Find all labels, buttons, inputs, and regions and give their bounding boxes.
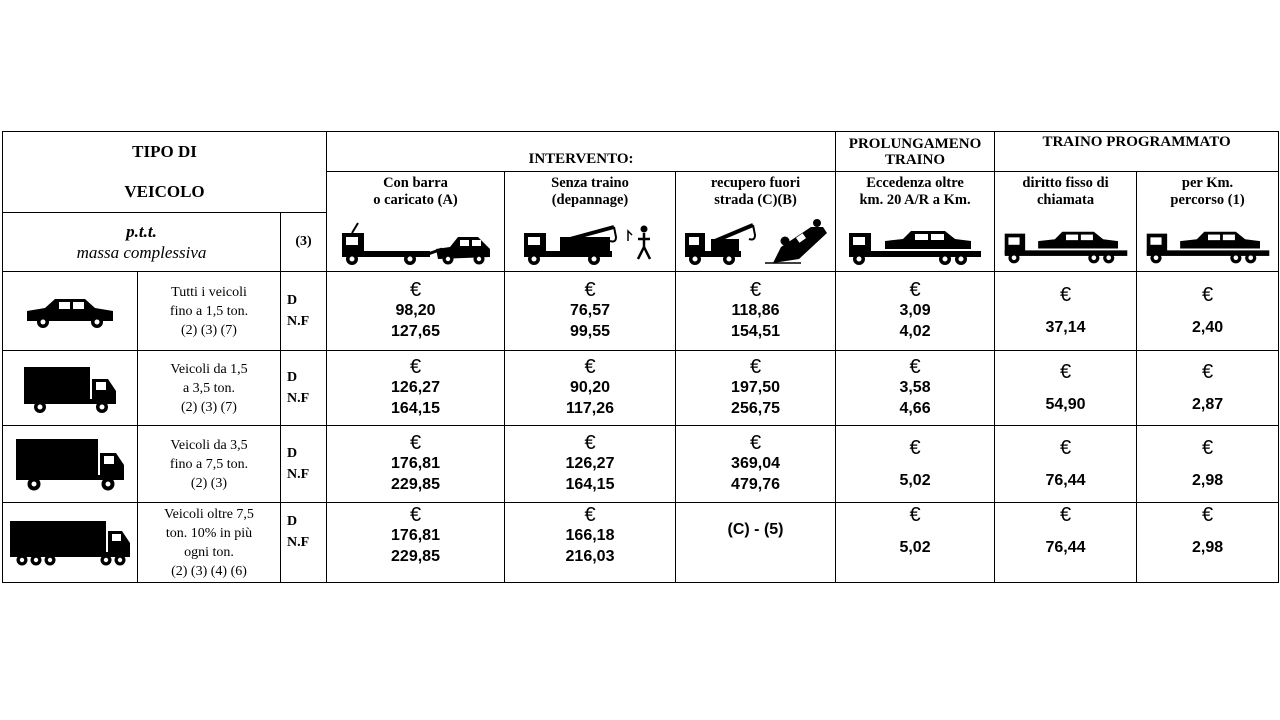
col-header-senza-traino: Senza traino (depannage) bbox=[505, 172, 676, 213]
crane-truck-with-person-icon bbox=[505, 213, 676, 272]
small-truck-icon bbox=[3, 351, 138, 426]
value-cell: € 90,20 117,26 bbox=[505, 351, 676, 426]
col-header-recupero: recupero fuori strada (C)(B) bbox=[676, 172, 836, 213]
value-cell: € 126,27 164,15 bbox=[505, 426, 676, 503]
value-cell: € 54,90 bbox=[995, 351, 1137, 426]
value-cell: € 369,04 479,76 bbox=[676, 426, 836, 503]
tipo-di-header: TIPO DI bbox=[3, 132, 327, 172]
row-description: Veicoli da 3,5 fino a 7,5 ton. (2) (3) bbox=[138, 426, 281, 503]
value-cell: € 76,57 99,55 bbox=[505, 272, 676, 351]
ptt-header: p.t.t. massa complessiva bbox=[3, 213, 281, 272]
value-cell: € 118,86 154,51 bbox=[676, 272, 836, 351]
value-cell: € 2,40 bbox=[1137, 272, 1279, 351]
heavy-truck-icon bbox=[3, 503, 138, 583]
value-cell: € 3,58 4,66 bbox=[836, 351, 995, 426]
flatbed-truck-carrying-car-icon bbox=[836, 213, 995, 272]
col-header-per-km: per Km. percorso (1) bbox=[1137, 172, 1279, 213]
col-header-con-barra: Con barra o caricato (A) bbox=[327, 172, 505, 213]
row-description: Veicoli oltre 7,5 ton. 10% in più ogni ton. (2) (3) (4) (6) bbox=[138, 503, 281, 583]
value-cell: € 2,98 bbox=[1137, 426, 1279, 503]
value-cell: € 98,20 127,65 bbox=[327, 272, 505, 351]
value-cell: € 76,44 bbox=[995, 426, 1137, 503]
d-nf-label: D N.F bbox=[281, 503, 327, 583]
flatbed-truck-carrying-car-icon bbox=[995, 213, 1137, 272]
medium-truck-icon bbox=[3, 426, 138, 503]
table-row bbox=[3, 503, 1279, 583]
value-cell: (C) - (5) bbox=[676, 503, 836, 583]
row-description: Veicoli da 1,5 a 3,5 ton. (2) (3) (7) bbox=[138, 351, 281, 426]
value-cell: € 76,44 bbox=[995, 503, 1137, 583]
value-cell: € 2,98 bbox=[1137, 503, 1279, 583]
table-row bbox=[3, 426, 1279, 503]
value-cell: € 176,81 229,85 bbox=[327, 503, 505, 583]
flatbed-truck-carrying-car-icon bbox=[1137, 213, 1279, 272]
value-cell: € 3,09 4,02 bbox=[836, 272, 995, 351]
value-cell: € 37,14 bbox=[995, 272, 1137, 351]
value-cell: € 2,87 bbox=[1137, 351, 1279, 426]
d-nf-label: D N.F bbox=[281, 351, 327, 426]
car-icon bbox=[3, 272, 138, 351]
veicolo-header: VEICOLO bbox=[3, 172, 327, 213]
d-nf-label: D N.F bbox=[281, 426, 327, 503]
row-description: Tutti i veicoli fino a 1,5 ton. (2) (3) (7) bbox=[138, 272, 281, 351]
value-cell: € 5,02 bbox=[836, 426, 995, 503]
value-cell: € 176,81 229,85 bbox=[327, 426, 505, 503]
table-row bbox=[3, 351, 1279, 426]
tariff-table bbox=[2, 131, 1279, 583]
table-row bbox=[3, 272, 1279, 351]
value-cell: € 197,50 256,75 bbox=[676, 351, 836, 426]
value-cell: € 166,18 216,03 bbox=[505, 503, 676, 583]
col-header-diritto-fisso: diritto fisso di chiamata bbox=[995, 172, 1137, 213]
d-nf-label: D N.F bbox=[281, 272, 327, 351]
intervento-header: INTERVENTO: bbox=[327, 132, 836, 172]
value-cell: € 126,27 164,15 bbox=[327, 351, 505, 426]
traino-programmato-header: TRAINO PROGRAMMATO bbox=[995, 132, 1279, 172]
prolungamento-header: PROLUNGAMENO TRAINO bbox=[836, 132, 995, 172]
note-3-header: (3) bbox=[281, 213, 327, 272]
col-header-eccedenza: Eccedenza oltre km. 20 A/R a Km. bbox=[836, 172, 995, 213]
crane-truck-recovering-overturned-car-icon bbox=[676, 213, 836, 272]
tow-truck-with-car-icon bbox=[327, 213, 505, 272]
value-cell: € 5,02 bbox=[836, 503, 995, 583]
